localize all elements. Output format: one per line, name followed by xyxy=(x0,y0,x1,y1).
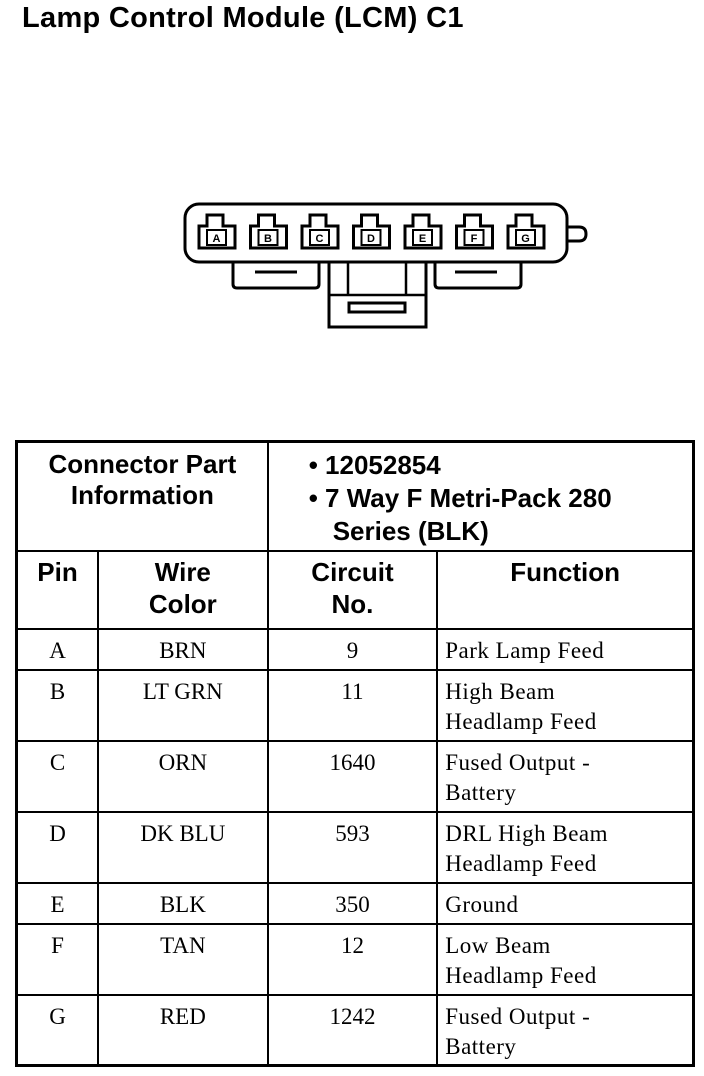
table-row xyxy=(17,670,694,741)
pin-cell: D xyxy=(17,812,99,883)
wire-color-cell: TAN xyxy=(98,924,268,995)
connector-diagram xyxy=(183,200,593,330)
pin-label-f: F xyxy=(470,233,478,245)
circuit-cell: 350 xyxy=(268,883,438,924)
table-row xyxy=(17,883,694,924)
pin-cavity-d xyxy=(354,215,390,248)
wire-color-cell: DK BLU xyxy=(98,812,268,883)
pin-label-e: E xyxy=(418,233,427,245)
pin-cell: B xyxy=(17,670,99,741)
circuit-cell: 1242 xyxy=(268,995,438,1066)
wire-color-cell: BRN xyxy=(98,629,268,670)
pin-label-g: G xyxy=(521,233,530,245)
connector-bottom-right-tab xyxy=(435,262,521,288)
connector-part-row xyxy=(17,442,694,551)
part-description: 7 Way F Metri-Pack 280 xyxy=(325,483,612,513)
connector-latch-nub xyxy=(567,227,586,241)
pin-cell: F xyxy=(17,924,99,995)
function-cell: Fused Output - Battery xyxy=(437,741,693,812)
table-row xyxy=(17,741,694,812)
pin-cavity-b xyxy=(251,215,287,248)
table-row xyxy=(17,629,694,670)
pin-label-b: B xyxy=(264,233,272,245)
circuit-cell: 12 xyxy=(268,924,438,995)
function-cell: Fused Output - Battery xyxy=(437,995,693,1066)
pin-cell: G xyxy=(17,995,99,1066)
col-header-circuit: Circuit No. xyxy=(268,551,438,629)
function-cell: Low Beam Headlamp Feed xyxy=(437,924,693,995)
function-cell: Park Lamp Feed xyxy=(437,629,693,670)
part-description-line: • 7 Way F Metri-Pack 280 xyxy=(308,483,612,513)
part-number-line: • 12052854 xyxy=(308,450,441,480)
pin-label-c: C xyxy=(315,233,324,245)
column-header-row xyxy=(17,551,694,629)
table-row xyxy=(17,812,694,883)
col-header-wire-color: Wire Color xyxy=(98,551,268,629)
connector-part-label: Connector Part Information xyxy=(17,442,268,551)
table-row xyxy=(17,924,694,995)
table-row xyxy=(17,995,694,1066)
part-number: 12052854 xyxy=(325,450,441,480)
pin-cell: A xyxy=(17,629,99,670)
pin-cavity-e xyxy=(405,215,441,248)
connector-info-table xyxy=(15,440,695,1067)
function-cell: Ground xyxy=(437,883,693,924)
pin-cavity-c xyxy=(302,215,338,248)
pin-label-d: D xyxy=(367,233,375,245)
page-title: Lamp Control Module (LCM) C1 xyxy=(22,2,464,34)
pin-cavity-a xyxy=(199,215,235,248)
circuit-cell: 593 xyxy=(268,812,438,883)
col-header-function: Function xyxy=(437,551,693,629)
circuit-cell: 1640 xyxy=(268,741,438,812)
pin-cavity-f xyxy=(457,215,493,248)
circuit-cell: 9 xyxy=(268,629,438,670)
connector-body-outline xyxy=(185,204,567,262)
pin-cavity-g xyxy=(508,215,544,248)
part-description-cont: Series (BLK) xyxy=(332,516,489,546)
connector-face-illustration xyxy=(183,200,593,330)
wire-color-cell: RED xyxy=(98,995,268,1066)
wire-color-cell: ORN xyxy=(98,741,268,812)
connector-part-details xyxy=(268,442,694,551)
wire-color-cell: BLK xyxy=(98,883,268,924)
pin-label-a: A xyxy=(212,233,221,245)
wire-color-cell: LT GRN xyxy=(98,670,268,741)
col-header-pin: Pin xyxy=(17,551,99,629)
connector-bottom-left-tab xyxy=(233,262,319,288)
circuit-cell: 11 xyxy=(268,670,438,741)
pin-cell: E xyxy=(17,883,99,924)
center-lock-slot xyxy=(349,303,405,312)
function-cell: DRL High Beam Headlamp Feed xyxy=(437,812,693,883)
pin-cell: C xyxy=(17,741,99,812)
function-cell: High Beam Headlamp Feed xyxy=(437,670,693,741)
